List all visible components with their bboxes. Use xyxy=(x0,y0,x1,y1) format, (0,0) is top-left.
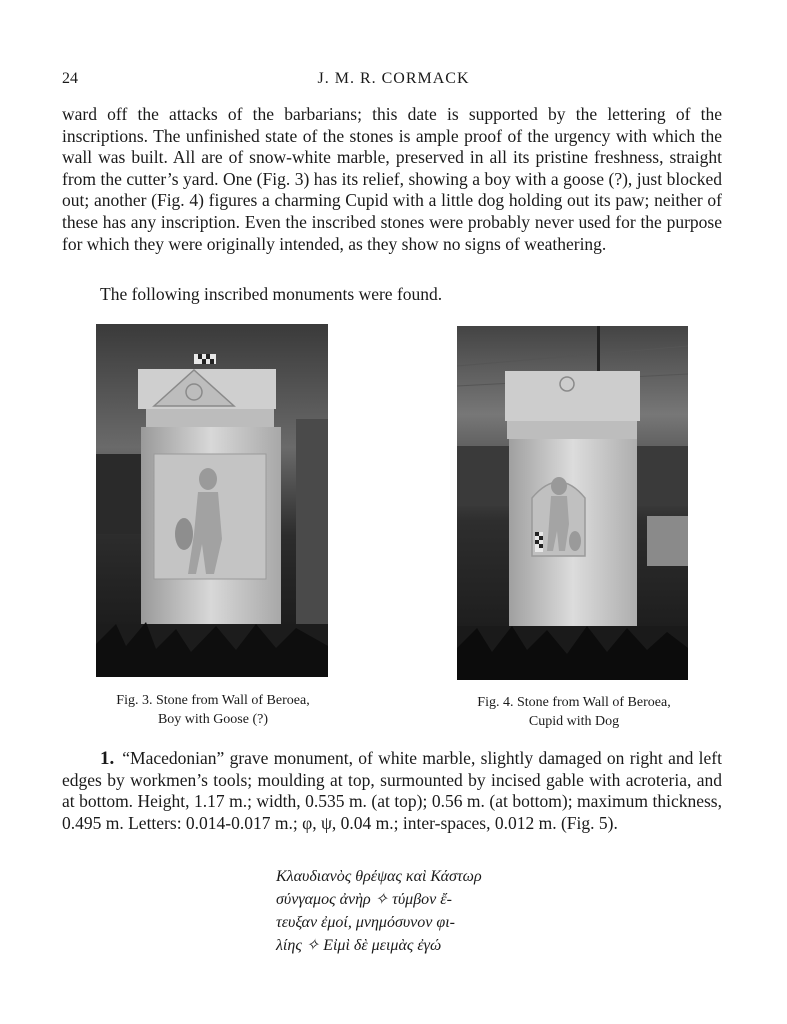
entry-number: 1. xyxy=(100,748,115,769)
greek-inscription xyxy=(276,865,596,957)
body-paragraph: ward off the attacks of the barbarians; this date is supported by the lettering of the inscriptions. The unfinished state of the stones is ample proof of the urgency with which the wall was built. All are of snow-white marble, preserved in all its pristine freshness, straight from the cutter’s yard. One (Fig. 3) has its relief, showing a boy with a goose (?), just blocked out; another (Fig. 4) figures a charming Cupid with a little dog holding out its paw; neither of these has any inscription. Even the inscribed stones were probably never used for the purpose for which they were originally intended, as they show no signs of weathering. xyxy=(62,104,722,254)
caption-line: Fig. 3. Stone from Wall of Beroea, xyxy=(116,693,310,708)
catalogue-entry xyxy=(62,748,722,834)
caption-line: Boy with Goose (?) xyxy=(157,712,269,727)
page-number: 24 xyxy=(62,70,78,87)
figure-3-photo xyxy=(96,324,328,677)
caption-line: Cupid with Dog xyxy=(528,714,620,729)
caption-line: Fig. 4. Stone from Wall of Beroea, xyxy=(477,695,671,710)
inscription-line: λίης ✧ Εἰμὶ δὲ μειμὰς ἐγώ xyxy=(276,937,442,954)
inscription-line: σύνγαμος ἀνὴρ ✧ τύμβον ἔ- xyxy=(276,891,452,908)
body-paragraph: The following inscribed monuments were found. xyxy=(100,284,443,304)
figure-4-photo xyxy=(457,326,688,680)
inscription-line: τευξαν ἐμοί, μνημόσυνον φι- xyxy=(276,914,455,931)
entry-text: “Macedonian” grave monument, of white marble, slightly damaged on right and left edges by workmen’s tools; moulding at top, surmounted by incised gable with acroteria, and at bottom. Height, 1.17 m.; width, 0.535 m. (at top); 0.56 m. (at bottom); maximum thickness, 0.495 m. Letters: 0.014-0.017 m.; φ, ψ, 0.04 m.; inter-spaces, 0.012 m. (Fig. 5). xyxy=(62,748,722,833)
running-head: J. M. R. CORMACK xyxy=(317,70,470,87)
figure-3-caption xyxy=(82,691,344,729)
inscription-line: Κλαυδιανὸς θρέψας καὶ Κάστωρ xyxy=(276,868,482,885)
figure-4-caption xyxy=(440,693,708,731)
